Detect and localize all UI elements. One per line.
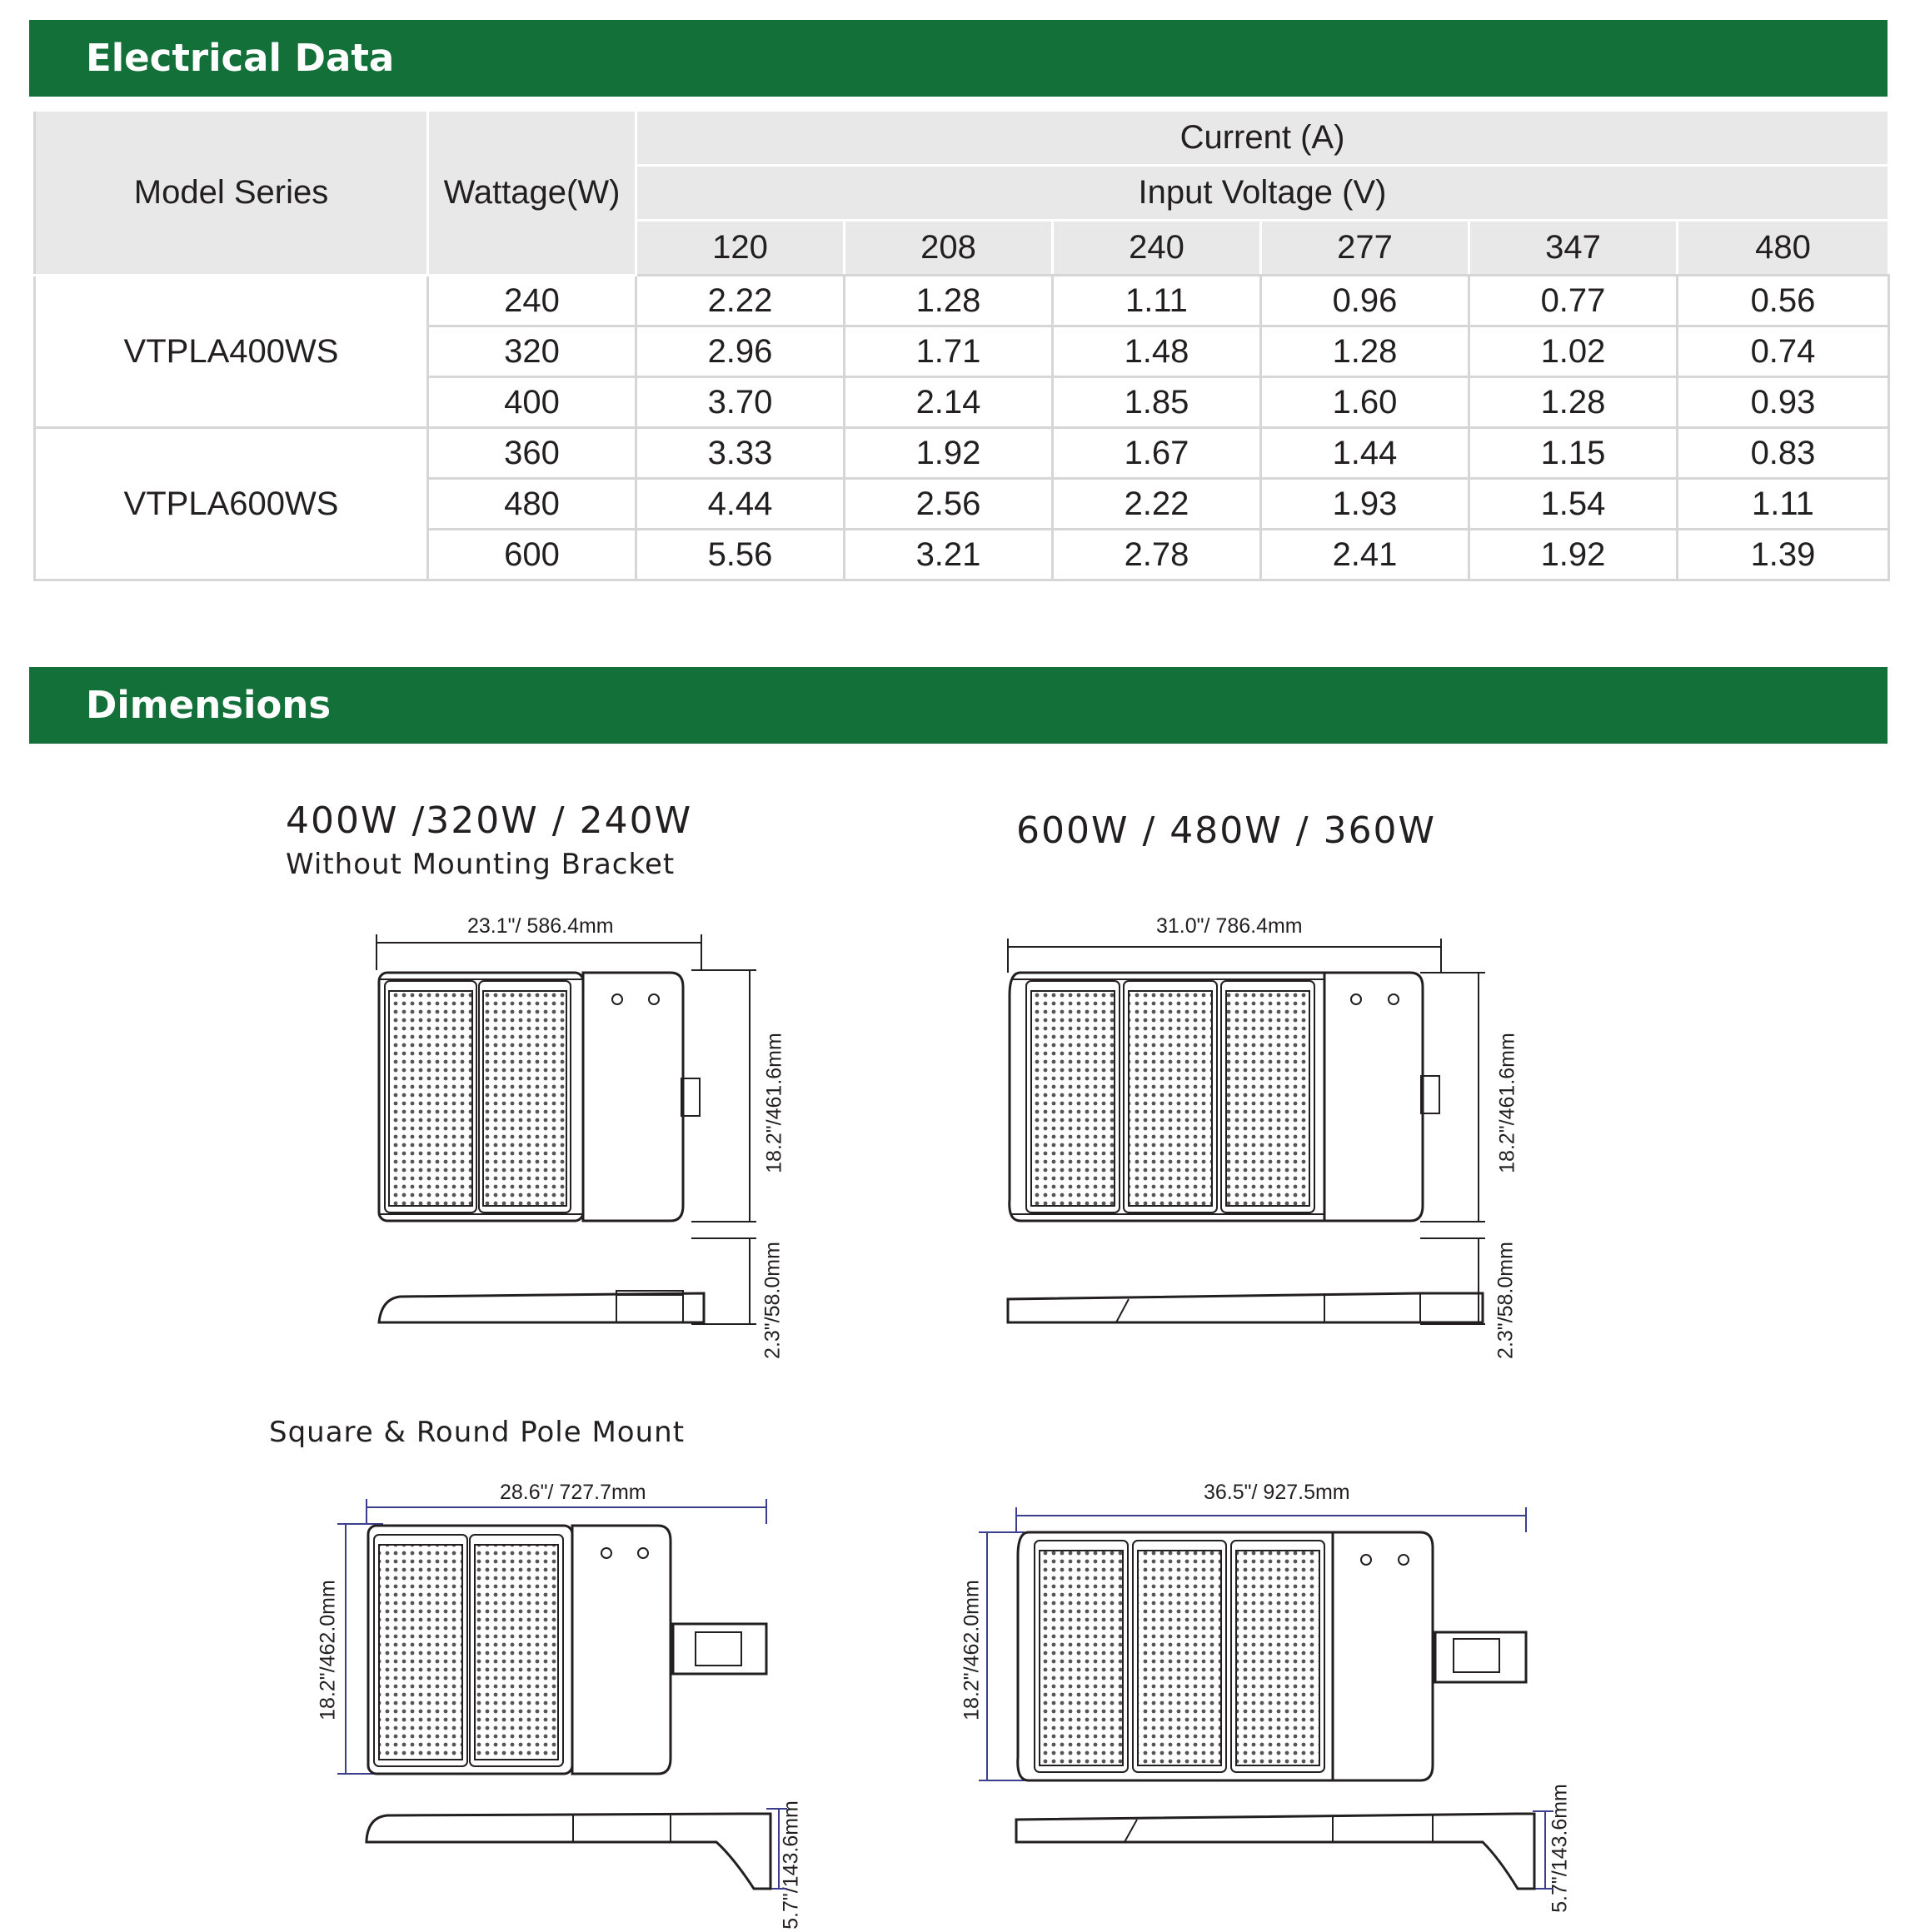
header-current: Current (A)	[636, 111, 1889, 166]
header-model-series: Model Series	[35, 111, 428, 276]
wattage-cell: 360	[428, 428, 636, 479]
large-fixture-side-view	[1008, 1238, 1485, 1324]
header-voltage-120: 120	[636, 221, 845, 276]
current-cell: 1.28	[845, 276, 1053, 326]
electrical-data-title: Electrical Data	[86, 36, 395, 80]
small-width-label: 23.1"/ 586.4mm	[467, 914, 614, 938]
model-cell: VTPLA600WS	[35, 428, 428, 580]
current-cell: 1.92	[845, 428, 1053, 479]
pole-small-side-view	[367, 1809, 787, 1889]
pole-mount-title: Square & Round Pole Mount	[269, 1416, 686, 1449]
current-cell: 0.93	[1678, 377, 1889, 428]
pole-large-top-view	[979, 1507, 1526, 1780]
current-cell: 1.28	[1469, 377, 1678, 428]
small-series-subtitle: Without Mounting Bracket	[286, 848, 676, 881]
large-width-label: 31.0"/ 786.4mm	[1156, 914, 1303, 938]
current-cell: 0.96	[1261, 276, 1469, 326]
current-cell: 1.54	[1469, 479, 1678, 530]
current-cell: 5.56	[636, 530, 845, 580]
pole-large-height-label: 18.2"/462.0mm	[960, 1580, 984, 1720]
pole-large-width-label: 36.5"/ 927.5mm	[1204, 1481, 1350, 1504]
wattage-cell: 240	[428, 276, 636, 326]
pole-small-width-label: 28.6"/ 727.7mm	[500, 1481, 646, 1504]
current-cell: 1.44	[1261, 428, 1469, 479]
current-cell: 3.70	[636, 377, 845, 428]
large-series-title: 600W / 480W / 360W	[1016, 809, 1437, 852]
current-cell: 1.85	[1053, 377, 1261, 428]
small-height-label: 18.2"/461.6mm	[762, 1033, 786, 1173]
current-cell: 1.93	[1261, 479, 1469, 530]
current-cell: 2.96	[636, 326, 845, 377]
wattage-cell: 400	[428, 377, 636, 428]
wattage-cell: 480	[428, 479, 636, 530]
model-cell: VTPLA400WS	[35, 276, 428, 428]
small-series-title: 400W /320W / 240W	[286, 799, 693, 842]
current-cell: 2.56	[845, 479, 1053, 530]
small-depth-label: 2.3"/58.0mm	[761, 1242, 785, 1359]
wattage-cell: 320	[428, 326, 636, 377]
current-cell: 1.48	[1053, 326, 1261, 377]
large-fixture-top-view	[1008, 939, 1485, 1222]
header-voltage-480: 480	[1678, 221, 1889, 276]
large-height-label: 18.2"/461.6mm	[1495, 1033, 1519, 1173]
wattage-cell: 600	[428, 530, 636, 580]
current-cell: 2.14	[845, 377, 1053, 428]
current-cell: 0.83	[1678, 428, 1889, 479]
current-cell: 2.22	[1053, 479, 1261, 530]
current-cell: 1.71	[845, 326, 1053, 377]
pole-small-height-label: 18.2"/462.0mm	[316, 1580, 340, 1720]
current-cell: 1.39	[1678, 530, 1889, 580]
pole-small-depth-label: 5.7"/143.6mm	[779, 1800, 803, 1930]
current-cell: 1.15	[1469, 428, 1678, 479]
current-cell: 1.28	[1261, 326, 1469, 377]
current-cell: 2.41	[1261, 530, 1469, 580]
current-cell: 0.56	[1678, 276, 1889, 326]
header-voltage-240: 240	[1053, 221, 1261, 276]
current-cell: 1.67	[1053, 428, 1261, 479]
current-cell: 1.60	[1261, 377, 1469, 428]
pole-large-side-view	[1016, 1811, 1553, 1889]
header-wattage: Wattage(W)	[428, 111, 636, 276]
header-input-voltage: Input Voltage (V)	[636, 166, 1889, 221]
pole-small-top-view	[337, 1499, 766, 1774]
header-voltage-277: 277	[1261, 221, 1469, 276]
current-cell: 1.92	[1469, 530, 1678, 580]
current-cell: 4.44	[636, 479, 845, 530]
current-cell: 3.21	[845, 530, 1053, 580]
current-cell: 1.02	[1469, 326, 1678, 377]
dimensions-title: Dimensions	[86, 683, 332, 727]
current-cell: 2.78	[1053, 530, 1261, 580]
current-cell: 3.33	[636, 428, 845, 479]
current-cell: 1.11	[1678, 479, 1889, 530]
pole-large-depth-label: 5.7"/143.6mm	[1548, 1784, 1572, 1913]
header-voltage-208: 208	[845, 221, 1053, 276]
small-fixture-side-view	[379, 1238, 756, 1324]
header-voltage-347: 347	[1469, 221, 1678, 276]
current-cell: 0.74	[1678, 326, 1889, 377]
current-cell: 0.77	[1469, 276, 1678, 326]
current-cell: 1.11	[1053, 276, 1261, 326]
small-fixture-top-view	[377, 934, 756, 1222]
current-cell: 2.22	[636, 276, 845, 326]
large-depth-label: 2.3"/58.0mm	[1494, 1242, 1518, 1359]
